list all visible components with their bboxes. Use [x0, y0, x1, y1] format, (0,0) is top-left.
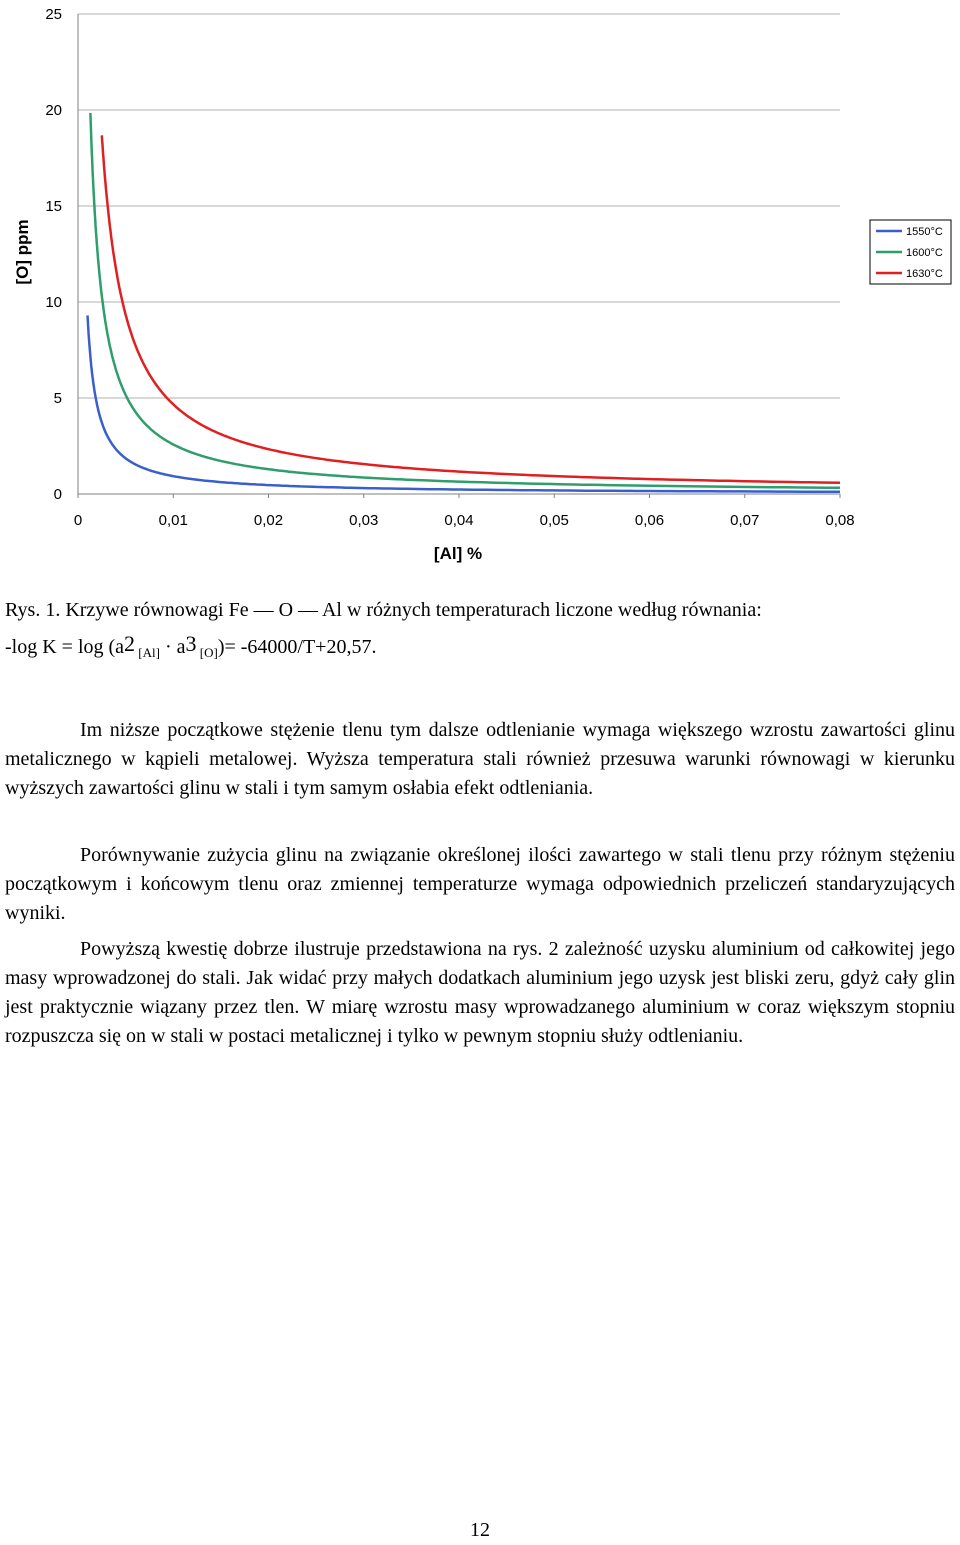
x-tick-label: 0,02 [253, 512, 284, 529]
chart-tick-labels [45, 6, 854, 529]
y-tick-label: 15 [45, 198, 62, 215]
y-tick-label: 10 [45, 294, 62, 311]
x-tick-label: 0,06 [634, 512, 665, 529]
chart-axes [78, 14, 840, 498]
formula-subscript: [Al] [135, 645, 160, 660]
x-tick-label: 0,03 [349, 512, 379, 529]
page-number: 12 [470, 1519, 490, 1541]
y-tick-label: 20 [45, 102, 62, 119]
chart-grid [78, 14, 840, 398]
x-tick-label: 0 [73, 512, 83, 529]
paragraph-3: Powyższą kwestię dobrze ilustruje przedstawiona na rys. 2 zależność uzysku aluminium od całkowitej jego masy wprowadzonej do stali. Jak widać przy małych dodatkach aluminium jego uzysk jest bliski zeru, gdyż cały glin jest praktycznie wiązany przez tlen. W miarę wzrostu masy wprowadzanego aluminium w coraz większym stopniu rozpuszcza się on w stali w postaci metalicznej i tylko w pewnym stopniu służy odtlenianiu. [5, 938, 955, 1047]
y-tick-label: 0 [53, 486, 62, 503]
x-axis-label: [Al] % [433, 544, 483, 563]
series-line-2 [102, 135, 840, 483]
paragraph-2: Porównywanie zużycia glinu na związanie określonej ilości zawartego w stali tlenu przy różnym stężeniu początkowym i końcowym tlenu oraz zmiennej temperaturze wymaga odpowiednich przeliczeń standaryzujących wyniki. [5, 844, 955, 924]
figure-caption-line-1: Rys. 1. Krzywe równowagi Fe — O — Al w różnych temperaturach liczone według równania: [5, 599, 762, 621]
formula-part: )= -64000/T+20,57. [217, 636, 377, 658]
figure-caption-formula [5, 630, 376, 667]
legend-label: 1550°C [906, 226, 943, 238]
chart-legend [870, 220, 951, 284]
x-tick-label: 0,05 [539, 512, 569, 529]
formula-subscript: [O] [196, 645, 218, 660]
legend-label: 1600°C [906, 247, 943, 259]
x-tick-label: 0,01 [158, 512, 188, 529]
y-tick-label: 5 [53, 390, 62, 407]
formula-part: · a [159, 636, 186, 658]
x-tick-label: 0,07 [730, 512, 760, 529]
equilibrium-chart [0, 0, 960, 575]
formula-exponent: 2 [124, 631, 136, 656]
paragraph-1: Im niższe początkowe stężenie tlenu tym dalsze odtlenianie wymaga większego wzrostu zawartości glinu metalicznego w kąpieli metalowej. Wyższa temperatura stali również przesuwa warunki równowagi w kierunku wyższych zawartości glinu w stali i tym samym osłabia efekt odtleniania. [5, 719, 955, 799]
legend-label: 1630°C [906, 268, 943, 280]
x-tick-label: 0,08 [825, 512, 855, 529]
formula-part: -log K = log (a [5, 636, 125, 658]
formula-exponent: 3 [185, 631, 197, 656]
x-tick-label: 0,04 [444, 512, 474, 529]
series-line-0 [88, 315, 841, 491]
y-axis-label: [O] ppm [13, 219, 32, 285]
y-tick-label: 25 [45, 6, 62, 23]
series-line-1 [90, 113, 840, 488]
